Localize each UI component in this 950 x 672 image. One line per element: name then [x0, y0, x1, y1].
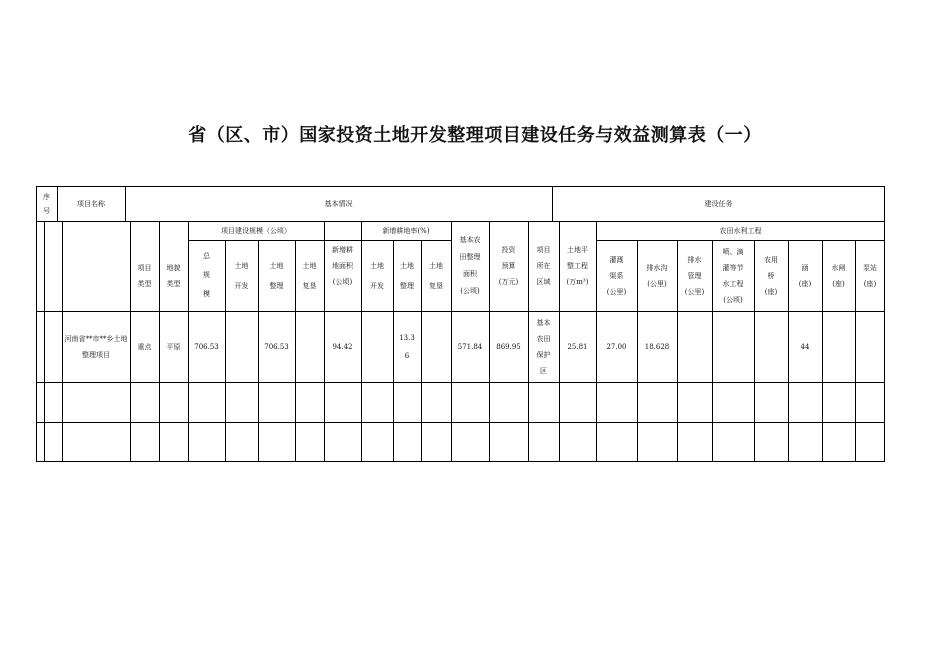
header-bridge: 农用 桥 (座): [764, 255, 778, 296]
row-scale-recl: [295, 311, 324, 382]
row-drain-pipe: [677, 311, 712, 382]
row-rate-dev: [361, 311, 393, 382]
header-land-leveling: 土地平 整工程 (万m³): [566, 246, 589, 286]
row-irrigation: 27.00: [606, 342, 627, 351]
header-landform-type: 地貌 类型: [166, 263, 181, 288]
header-scale-arr: 土地 整理: [269, 261, 284, 290]
row-new-area: 94.42: [332, 342, 353, 351]
header-rate-dev: 土地 开发: [370, 261, 384, 290]
header-new-area: 新增耕 地面积 (公顷): [332, 246, 353, 286]
header-scale-group: 项目建设规模（公顷）: [221, 226, 291, 235]
header-scale-dev: 土地 开发: [234, 261, 249, 290]
row-pump: [855, 311, 885, 382]
header-basic-farmland: 基本农 田整理 面积 (公顷): [459, 236, 481, 295]
header-project-name: 项目名称: [77, 199, 105, 208]
row-bridge: [754, 311, 788, 382]
header-culvert: 涵 (座): [798, 263, 812, 288]
row-rate-arr: 13.3 6: [399, 333, 415, 360]
page-title: 省（区、市）国家投资土地开发整理项目建设任务与效益测算表（一）: [188, 125, 762, 146]
row-spray: [712, 311, 754, 382]
row-scale-arr: 706.53: [264, 342, 289, 351]
header-drain-ditch: 排水沟 (公里): [646, 263, 668, 288]
header-region: 项目 所在 区域: [536, 246, 551, 286]
row-scale-total: 706.53: [194, 342, 219, 351]
header-construction-tasks: 建设任务: [704, 199, 733, 208]
header-spray: 喷、滴 灌等节 水工程 (公顷): [722, 247, 744, 304]
header-rate-arr: 土地 整理: [400, 261, 414, 290]
row-investment: 869.95: [496, 342, 521, 351]
header-water-group: 农田水利工程: [719, 226, 762, 235]
header-seq: 序 号: [43, 192, 50, 215]
header-rate-group: 新增耕地率(%): [382, 226, 430, 235]
row-culvert: 44: [800, 342, 810, 351]
header-sluice: 水闸 (座): [831, 263, 846, 288]
row-project-type: 重点: [137, 342, 152, 351]
header-scale-total: 总 规 模: [203, 252, 210, 298]
row-project-name: 河南省**市**乡土地 整理项目: [64, 334, 128, 359]
header-drain-pipe: 排水 管理 (公里): [684, 255, 705, 296]
row-drain-ditch: 18.628: [644, 342, 670, 351]
row-region: 基本 农田 保护 区: [536, 318, 551, 375]
header-scale-recl: 土地 复垦: [302, 261, 317, 290]
row-basic-farmland: 571.84: [457, 342, 483, 351]
row-sluice: [822, 311, 855, 382]
row-land-leveling: 25.81: [567, 342, 588, 351]
header-irrigation: 灌溉 渠系 (公里): [606, 255, 627, 296]
header-rate-recl: 土地 复垦: [429, 261, 443, 290]
header-pump: 泵站 (座): [863, 263, 877, 288]
header-basic-info: 基本情况: [324, 199, 353, 208]
header-project-type: 项目 类型: [137, 263, 152, 288]
header-investment: 投资 预算 (万元): [498, 246, 519, 286]
row-rate-recl: [421, 311, 451, 382]
row-scale-dev: [225, 311, 258, 382]
row-landform: 平原: [166, 342, 181, 351]
